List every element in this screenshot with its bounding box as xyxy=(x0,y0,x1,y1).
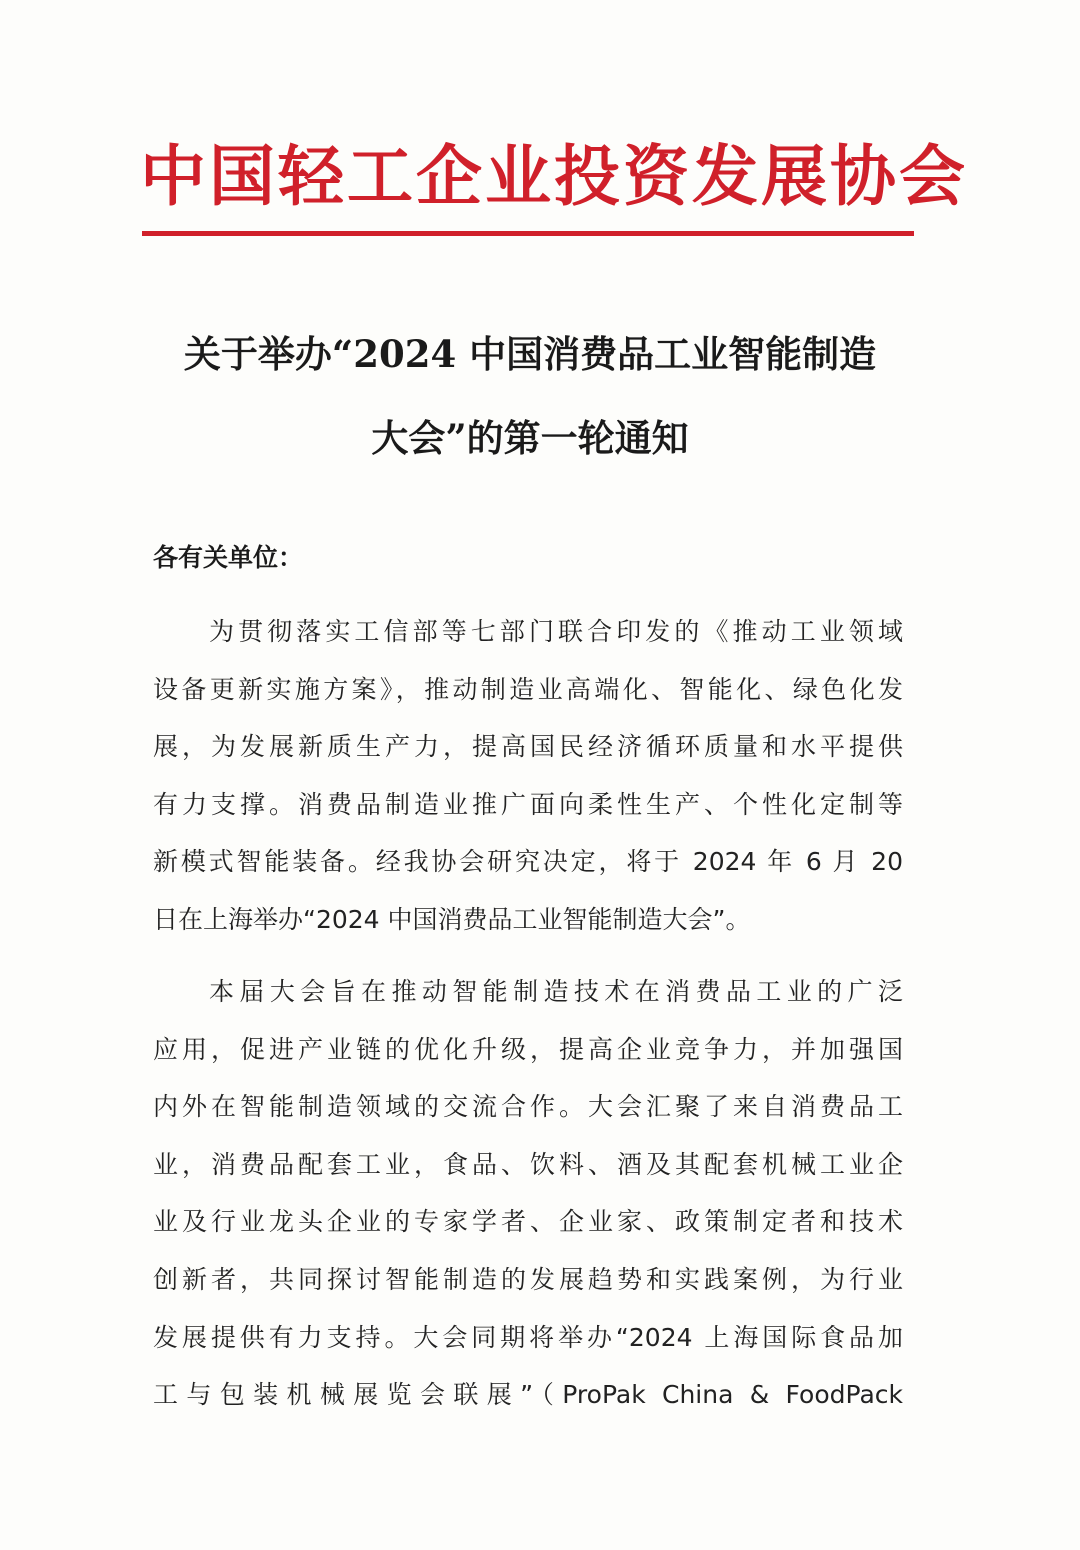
paragraph-line: 业及行业龙头企业的专家学者、企业家、政策制定者和技术 xyxy=(153,1207,903,1237)
paragraph-line: 内外在智能制造领域的交流合作。大会汇聚了来自消费品工 xyxy=(153,1092,903,1122)
title-line-1: 关于举办“2024 中国消费品工业智能制造 xyxy=(183,332,877,376)
paragraph-line: 为贯彻落实工信部等七部门联合印发的《推动工业领域 xyxy=(209,617,903,646)
paragraph-line: 创新者，共同探讨智能制造的发展趋势和实践案例，为行业 xyxy=(153,1264,903,1294)
paragraph-line: 有力支撑。消费品制造业推广面向柔性生产、个性化定制等 xyxy=(153,789,903,819)
paragraph-line: 展，为发展新质生产力，提高国民经济循环质量和水平提供 xyxy=(153,732,903,762)
paragraph-line: 设备更新实施方案》，推动制造业高端化、智能化、绿色化发 xyxy=(153,674,903,704)
paragraph-2 xyxy=(153,963,903,1424)
paragraph-1 xyxy=(153,603,903,949)
paragraph-line: 工与包装机械展览会联展”（ProPak China & FoodPack xyxy=(153,1380,903,1410)
paragraph-line: 应用，促进产业链的优化升级，提高企业竞争力，并加强国 xyxy=(153,1034,903,1064)
red-divider-line xyxy=(142,231,914,236)
paragraph-line: 本届大会旨在推动智能制造技术在消费品工业的广泛 xyxy=(209,977,903,1006)
organization-header: 中国轻工企业投资发展协会 xyxy=(140,137,968,215)
document-title xyxy=(150,312,910,480)
salutation: 各有关单位： xyxy=(153,543,304,572)
paragraph-line: 业，消费品配套工业，食品、饮料、酒及其配套机械工业企 xyxy=(153,1149,903,1179)
title-line-2: 大会”的第一轮通知 xyxy=(371,416,689,460)
paragraph-line: 发展提供有力支持。大会同期将举办“2024 上海国际食品加 xyxy=(153,1322,903,1352)
paragraph-line: 新模式智能装备。经我协会研究决定，将于 2024 年 6 月 20 xyxy=(153,847,903,877)
paragraph-line: 日在上海举办“2024 中国消费品工业智能制造大会”。 xyxy=(153,904,751,934)
